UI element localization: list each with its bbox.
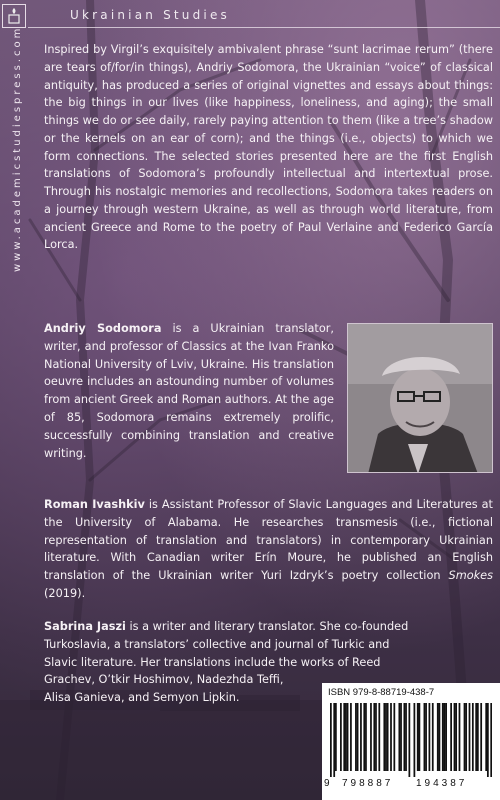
header-divider <box>28 27 500 28</box>
book-title: Smokes <box>448 569 493 583</box>
isbn-label: ISBN 979-8-88719-438-7 <box>328 687 435 698</box>
barcode <box>330 703 492 777</box>
barcode-left-group: 798887 <box>342 778 394 789</box>
bio-line: Grachev, O’tkir Hoshimov, Nadezhda Teffi, <box>44 673 284 687</box>
translator-name: Roman Ivashkiv <box>44 498 145 511</box>
bio-line: Alisa Ganieva, and Semyon Lipkin. <box>44 691 240 705</box>
barcode-first-digit: 9 <box>324 778 330 789</box>
author-portrait <box>347 323 493 473</box>
series-header <box>0 0 500 28</box>
translator-name: Sabrina Jaszi <box>44 620 126 633</box>
book-description: Inspired by Virgil’s exquisitely ambivalent phrase “sunt lacrimae rerum” (there are tears of/for/in things), Andriy Sodomora, the Ukrainian “voice” of classical antiquity, has produced a series of original vignettes and essays about things: the big things in our lives (like happiness, loneliness, and aging); the small things we do or see daily, rarely paying attention to them (like a tree’s shadow or the kernels on an ear of corn); and the things (i.e., objects) to which we form connections. The selected stories presented here are the first English translations of Sodomora’s profoundly intellectual and intertextual prose. Through his nostalgic memories and recollections, Sodomora takes readers on a journey through western Ukraine, as well as through world literature, from ancient Greece and Rome to the poetry of Paul Verlaine and Federico García Lorca. <box>44 43 493 252</box>
series-name: Ukrainian Studies <box>70 8 230 22</box>
barcode-right-group: 194387 <box>416 778 468 789</box>
bio-line: Slavic literature. Her translations include the works of Reed <box>44 655 381 669</box>
author-bio <box>44 320 334 462</box>
translator-bio-text: is Assistant Professor of Slavic Languages and Literatures at the University of Alabama. He researches transmesis (i.e., fictional representation of translation and translators) in contemporary Ukrainian literature. With Canadian writer Erín Moure, he published an English translation of the Ukrainian writer Yuri Izdryk’s poetry collection <box>44 498 493 583</box>
bio-line: Sabrina Jaszi is a writer and literary translator. She co-founded <box>44 620 409 633</box>
author-name: Andriy Sodomora <box>44 322 162 335</box>
publisher-website: www.academicstudiespress.com <box>12 25 23 272</box>
candle-icon <box>2 4 26 28</box>
isbn-barcode-box <box>322 683 500 800</box>
translator-bio-tail: (2019). <box>44 586 86 600</box>
translator-bio-ivashkiv <box>44 496 493 603</box>
author-bio-text: is a Ukrainian translator, writer, and professor of Classics at the Ivan Franko National University of Lviv, Ukraine. His translation oeuvre includes an astounding number of volumes from ancient Greek and Roman authors. At the age of 85, Sodomora remains extremely prolific, successfully combining translation and creative writing. <box>44 322 335 460</box>
bio-line: Turkoslavia, a translators’ collective and journal of Turkic and <box>44 637 390 651</box>
